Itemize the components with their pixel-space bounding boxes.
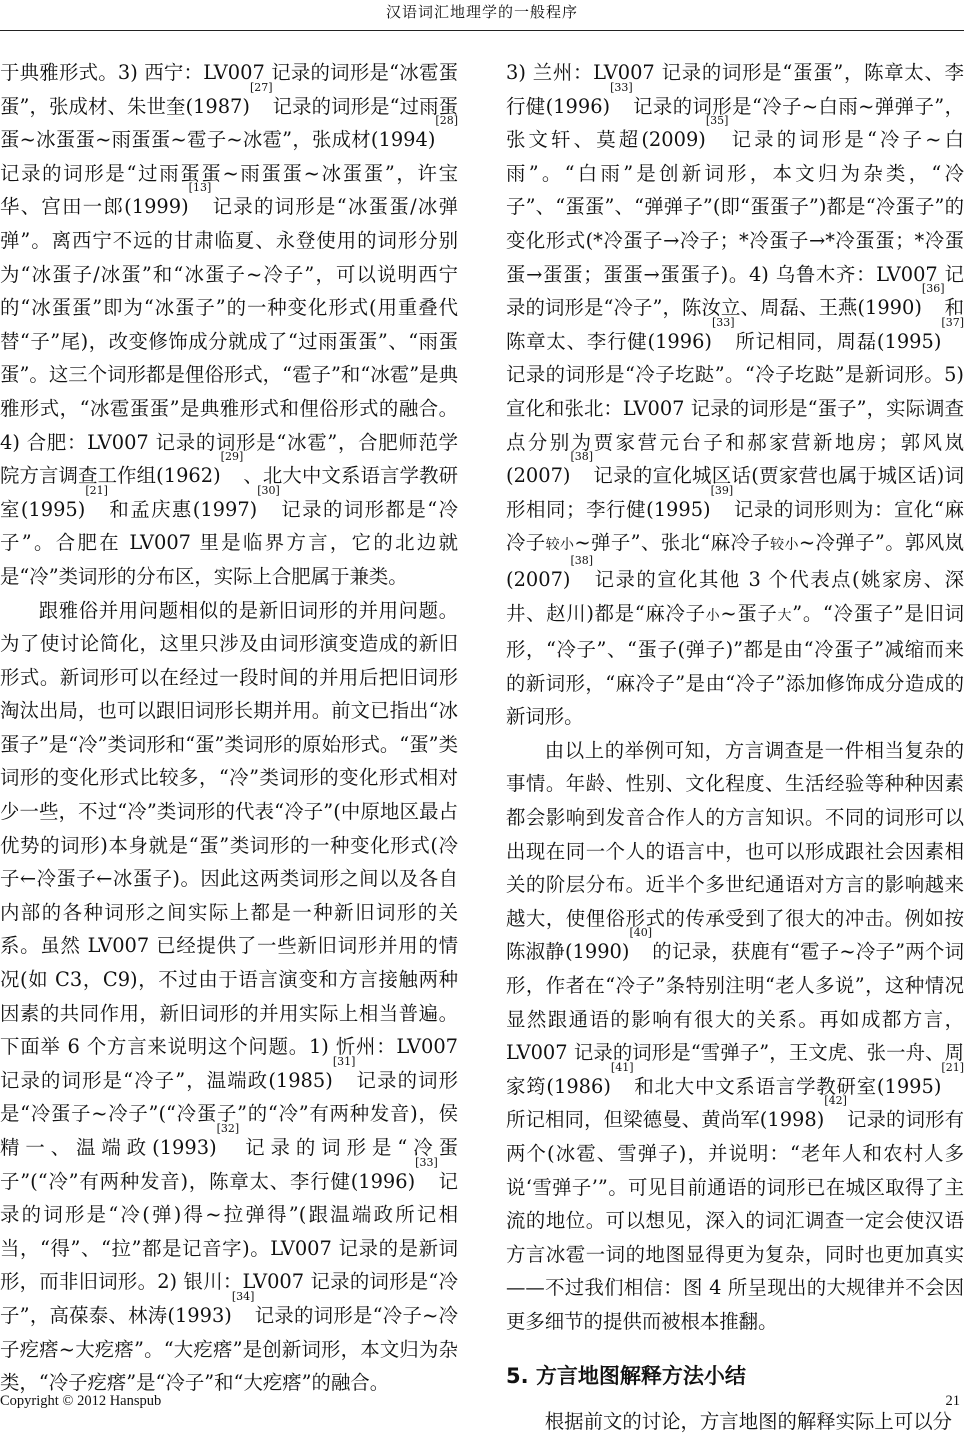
citation: [27] <box>249 80 273 94</box>
citation: [39] <box>710 483 734 497</box>
left-column <box>0 56 458 1400</box>
citation: [33] <box>610 80 633 94</box>
small-annotation: 小 <box>705 607 721 624</box>
copyright-notice: Copyright © 2012 Hanspub <box>0 1393 162 1409</box>
citation: [13] <box>188 181 212 195</box>
citation: [31] <box>332 1054 356 1068</box>
citation: [32] <box>216 1122 240 1135</box>
citation: [38] <box>570 450 594 464</box>
citation: [40] <box>629 926 653 940</box>
citation: [34] <box>231 1289 255 1303</box>
page-footer <box>0 1388 964 1410</box>
paragraph: 3) 兰州：LV007 记录的词形是“蛋蛋”，陈章太、李行健(1996)[33]记录的词形是“冷子~白雨~弹弹子”，张文轩、莫超(2009)[35]记录的词形是“冷子~白雨”。“白雨”是创新词形，本文归为杂类，“冷子”、“蛋蛋”、“弹弹子”(即“蛋蛋子”)都是“冷蛋子”的变化形式(*冷蛋子→冷子；*冷蛋子→*冷蛋蛋；*冷蛋蛋→蛋蛋；蛋蛋→蛋蛋子)。4) 乌鲁木齐：LV007 记录的词形是“冷子”，陈汝立、周磊、王燕(1990)[36]和陈章太、李行健(1996)[33]所记相同，周磊(1995)[37]记录的词形是“冷子圪跶”。“冷子圪跶”是新词形。5) 宣化和张北：LV007 记录的词形是“蛋子”，实际调查点分别为贾家营元台子和郝家营新地房；郭风岚(2007)[38]记录的宣化城区话(贾家营也属于城区话)词形相同；李行健(1995)[39]记录的词形则为：宣化“麻冷子较小~弹子”、张北“麻冷子较小~冷弹子”。郭风岚(2007)[38]记录的宣化其他 3 个代表点(姚家房、深井、赵川)都是“麻冷子小~蛋子大”。“冷蛋子”是旧词形，“冷子”、“蛋子(弹子)”都是由“冷蛋子”减缩而来的新词形，“麻冷子”是由“冷子”添加修饰成分造成的新词形。 <box>506 61 964 729</box>
small-annotation: 较小 <box>545 537 575 554</box>
citation: [41] <box>610 1060 634 1074</box>
citation: [37] <box>941 315 964 329</box>
citation: [42] <box>824 1094 847 1108</box>
running-header: 汉语词汇地理学的一般程序 <box>385 3 578 21</box>
paragraph: 根据前文的讨论，方言地图的解释实际上可以分 <box>544 1409 952 1433</box>
header-rule <box>0 30 964 31</box>
citation: [21] <box>85 483 108 497</box>
citation: [28] <box>435 114 458 128</box>
paragraph: 跟雅俗并用问题相似的是新旧词形的并用问题。为了使讨论简化，这里只涉及由词形演变造成的新旧形式。新词形可以在经过一段时间的并用后把旧词形淘汰出局，也可以跟旧词形长期并用。前文已指出“冰蛋子”是“冷”类词形和“蛋”类词形的原始形式。“蛋”类词形的变化形式比较多，“冷”类词形的变化形式相对少一些，不过“冷”类词形的代表“冷子”(中原地区最占优势的词形)本身就是“蛋”类词形的一种变化形式(冷子←冷蛋子←冰蛋子)。因此这两类词形之间以及各自内部的各种词形之间实际上都是一种新旧词形的关系。虽然 LV007 已经提供了一些新旧词形并用的情况(如 C3，C9)，不过由于语言演变和方言接触两种因素的共同作用，新旧词形的并用实际上相当普遍。下面举 6 个方言来说明这个问题。1) 忻州：LV007 记录的词形是“冷子”，温端政(1985)[31]记录的词形是“冷蛋子~冷子”(“冷蛋子”的“冷”有两种发音)，侯精一、温端政(1993)[32]记录的词形是“冷蛋子”(“冷”有两种发音)，陈章太、李行健(1996)[33]记录的词形是“冷(弹)得~拉弹得”(跟温端政所记相当，“得”、“拉”都是记音字)。LV007 记录的是新词形，而非旧词形。2) 银川：LV007 记录的词形是“冷子”，高葆泰、林涛(1993)[34]记录的词形是“冷子~冷子疙瘩~大疙瘩”。“大疙瘩”是创新词形，本文归为杂类，“冷子疙瘩”是“冷子”和“大疙瘩”的融合。 <box>0 598 459 1395</box>
citation: [36] <box>921 282 945 296</box>
section-heading: 5. 方言地图解释方法小结 <box>506 1363 746 1388</box>
paragraph: 由以上的举例可知，方言调查是一件相当复杂的事情。年龄、性别、文化程度、生活经验等种种因素都会影响到发音合作人的方言知识。不同的词形可以出现在同一个人的语言中，也可以形成跟社会因素相关的阶层分布。近半个多世纪通语对方言的影响越来越大，使俚俗形式的传承受到了很大的冲击。例如按陈淑静(1990)[40]的记录，获鹿有“雹子~冷子”两个词形，作者在“冷子”条特别注明“老人多说”，这种情况显然跟通语的影响有很大的关系。再如成都方言，LV007 记录的词形是“雪弹子”，王文虎、张一舟、周家筠(1986)[41]和北大中文系语言学教研室(1995)[21]所记相同，但梁德曼、黄尚军(1998)[42]记录的词形有两个(冰雹、雪弹子)，并说明：“老年人和农村人多说‘雪弹子’”。可见目前通语的词形已在城区取得了主流的地位。可以想见，深入的词汇调查一定会使汉语方言冰雹一词的地图显得更为复杂，同时也更加真实——不过我们相信：图 4 所呈现出的大规律并不会因更多细节的提供而被根本推翻。 <box>506 738 964 1333</box>
citation: [29] <box>220 450 244 464</box>
citation: [30] <box>257 483 280 497</box>
citation: [38] <box>570 553 594 567</box>
citation: [33] <box>712 315 735 329</box>
citation: [33] <box>415 1155 438 1169</box>
small-annotation: 大 <box>777 607 793 624</box>
citation: [35] <box>705 114 729 128</box>
paragraph: 于典雅形式。3) 西宁：LV007 记录的词形是“冰雹蛋蛋”，张成材、朱世奎(1987)[27]记录的词形是“过雨蛋蛋~冰蛋蛋~雨蛋蛋~雹子~冰雹”，张成材(1994)[28]记录的词形是“过雨蛋蛋~雨蛋蛋~冰蛋蛋”，许宝华、宫田一郎(1999)[13]记录的词形是“冰蛋蛋/冰弹弹”。离西宁不远的甘肃临夏、永登使用的词形分别为“冰蛋子/冰蛋”和“冰蛋子~冷子”，可以说明西宁的“冰蛋蛋”即为“冰蛋子”的一种变化形式(用重叠代替“子”尾)，改变修饰成分就成了“过雨蛋蛋”、“雨蛋蛋”。这三个词形都是俚俗形式，“雹子”和“冰雹”是典雅形式，“冰雹蛋蛋”是典雅形式和俚俗形式的融合。4) 合肥：LV007 记录的词形是“冰雹”，合肥师范学院方言调查工作组(1962)[29]、北大中文系语言学教研室(1995)[21]和孟庆惠(1997)[30]记录的词形都是“冷子”。合肥在 LV007 里是临界方言，它的北边就是“冷”类词形的分布区，实际上合肥属于兼类。 <box>0 61 458 588</box>
citation: [21] <box>941 1060 964 1074</box>
page-number: 21 <box>945 1393 960 1409</box>
small-annotation: 较小 <box>770 537 799 554</box>
right-column <box>506 56 964 1438</box>
